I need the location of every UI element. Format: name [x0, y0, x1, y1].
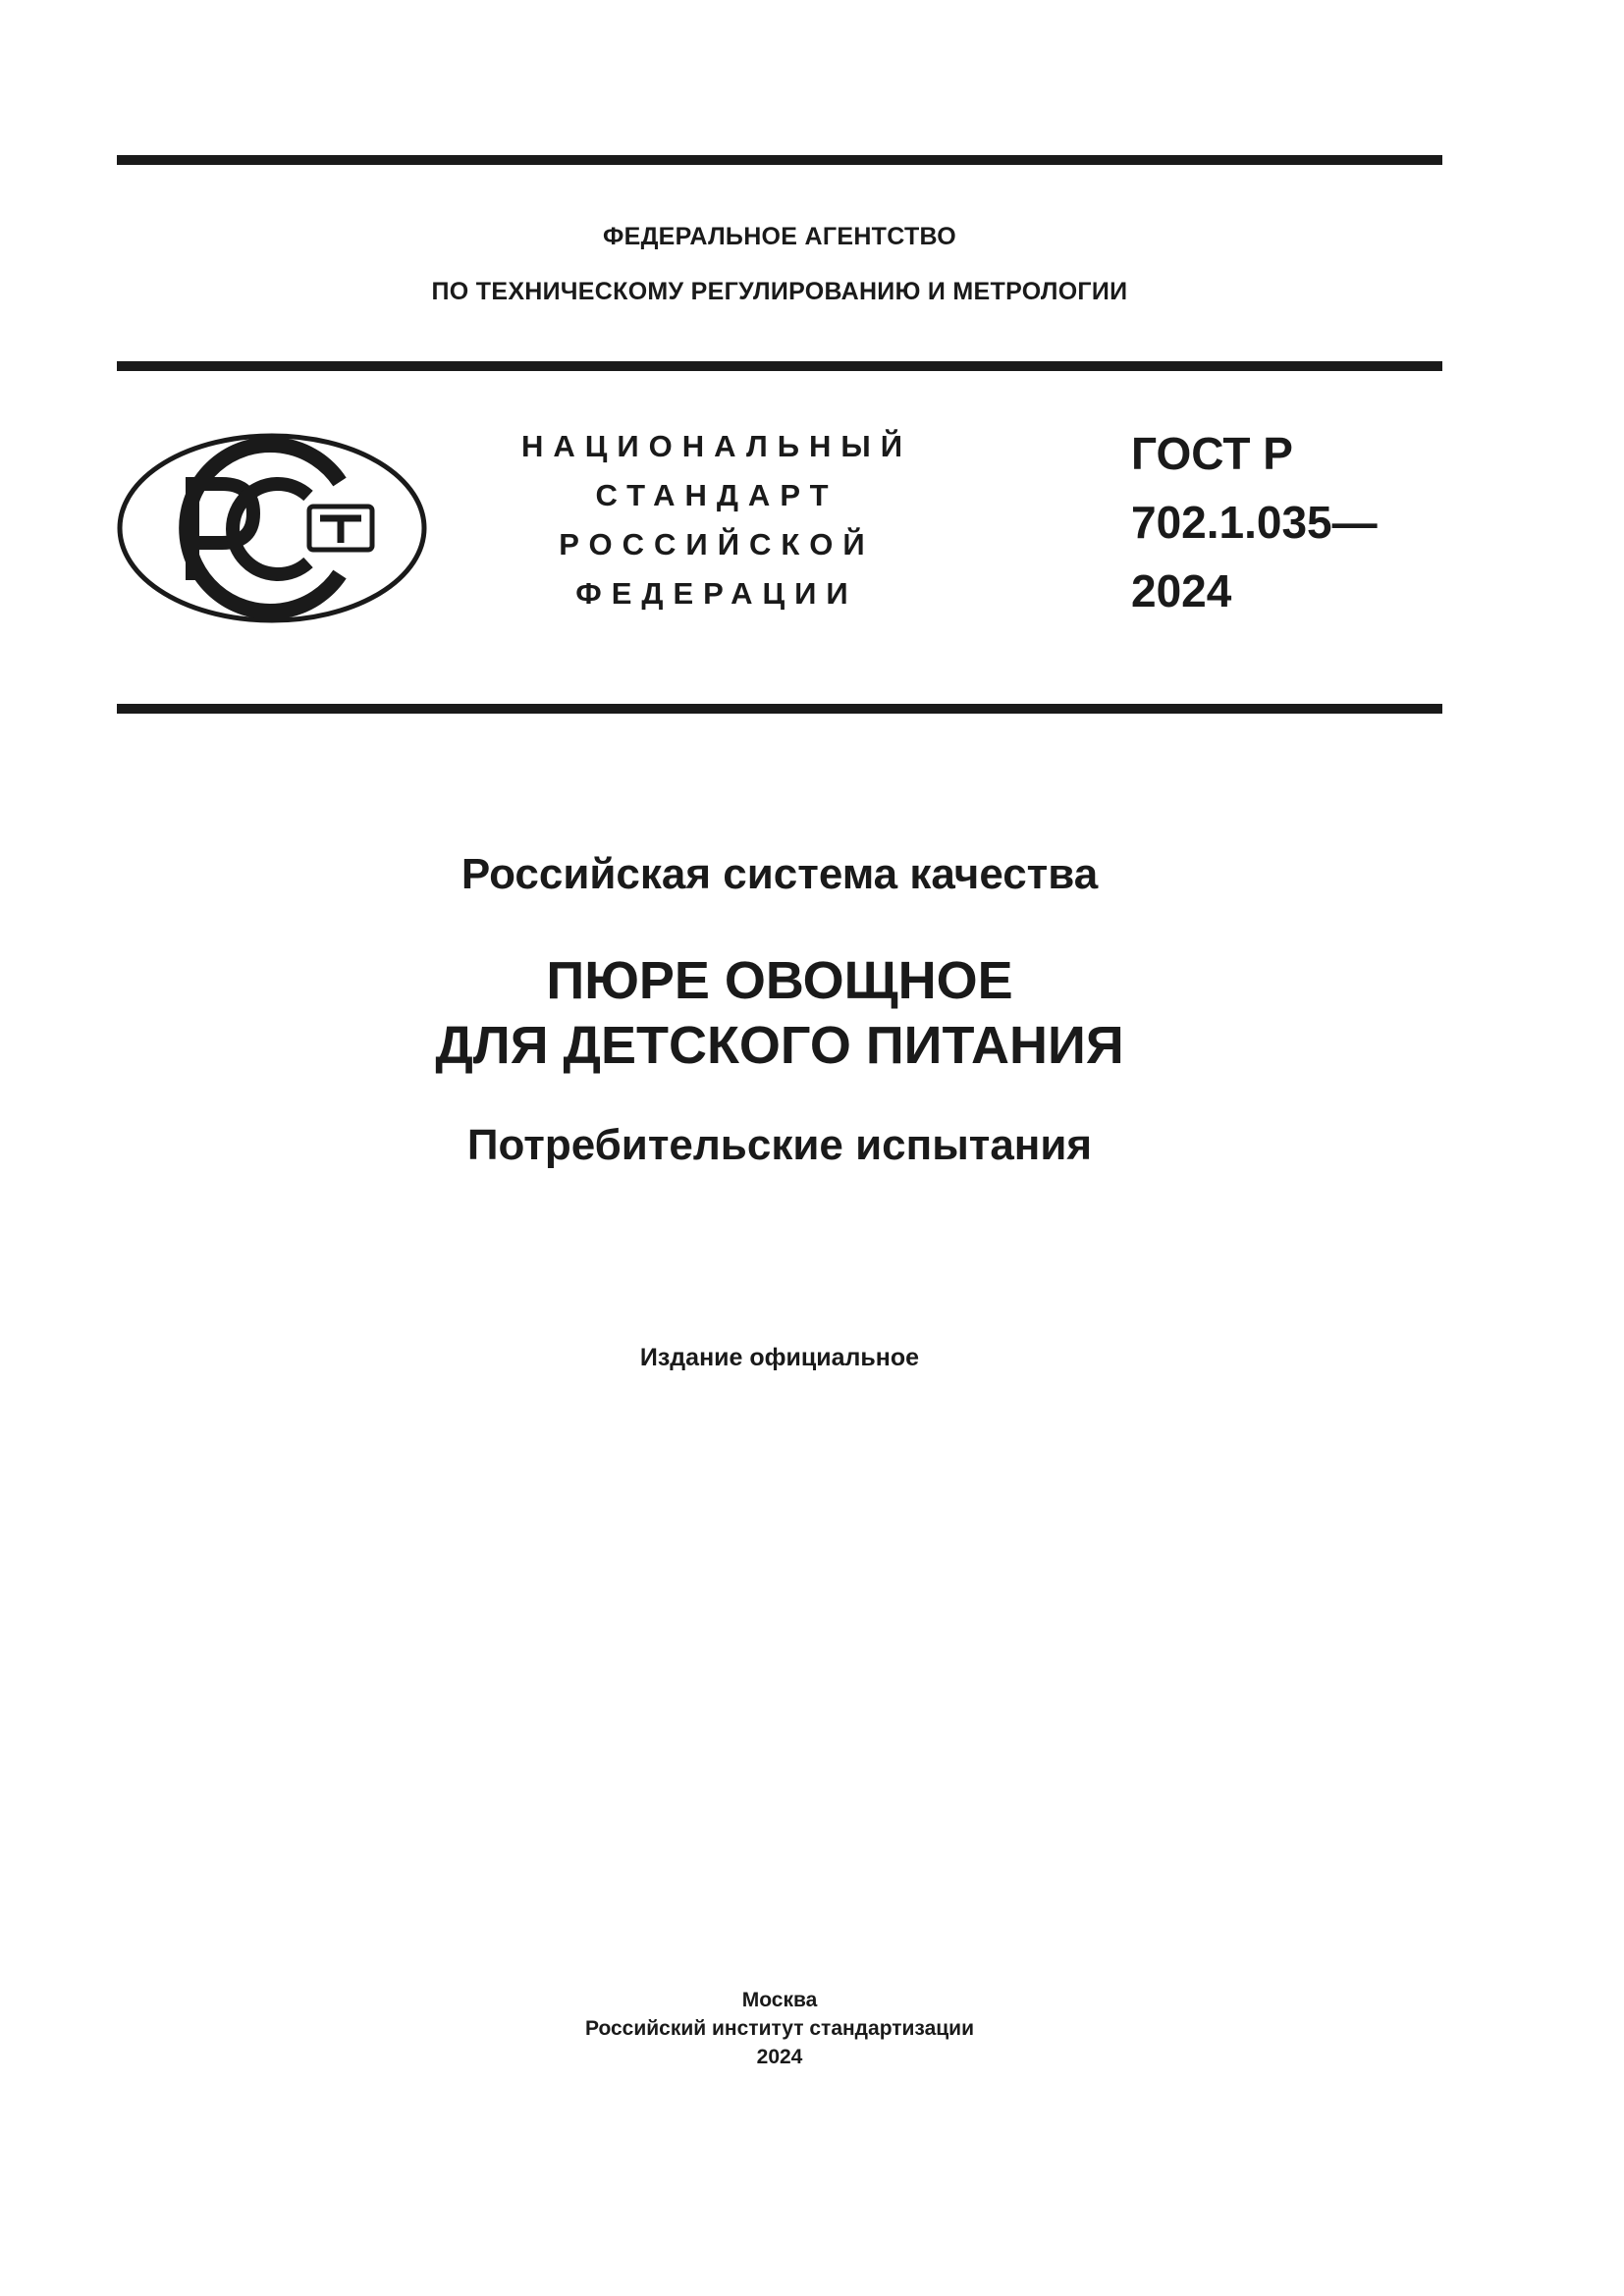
agency-name-line1: ФЕДЕРАЛЬНОЕ АГЕНТСТВО [602, 223, 957, 250]
national-standard-line4: ФЕДЕРАЦИИ [575, 576, 858, 611]
document-subtitle: Потребительские испытания [466, 1121, 1093, 1169]
national-standard-line2: СТАНДАРТ [595, 478, 839, 512]
top-divider [117, 155, 1442, 165]
document-title [117, 948, 1442, 1078]
series-title: Российская система качества [460, 850, 1099, 898]
national-standard-heading [506, 422, 928, 618]
standard-block-divider [117, 704, 1442, 714]
national-standard-line1: НАЦИОНАЛЬНЫЙ [520, 429, 913, 463]
gost-line3: 2024 [1131, 565, 1232, 616]
imprint [117, 1986, 1442, 2071]
edition-note: Издание официальное [639, 1344, 920, 1371]
agency-name-line2: ПО ТЕХНИЧЕСКОМУ РЕГУЛИРОВАНИЮ И МЕТРОЛОГИИ [431, 278, 1128, 305]
imprint-publisher: Российский институт стандартизации [584, 2017, 975, 2040]
rst-certification-mark-icon [116, 431, 430, 627]
document-title-line2: ДЛЯ ДЕТСКОГО ПИТАНИЯ [435, 1016, 1124, 1075]
imprint-city: Москва [741, 1989, 818, 2011]
standard-designation [1131, 419, 1378, 625]
header-divider [117, 361, 1442, 371]
imprint-year: 2024 [756, 2046, 803, 2068]
gost-line2: 702.1.035— [1131, 497, 1378, 548]
gost-line1: ГОСТ Р [1131, 428, 1293, 479]
national-standard-line3: РОССИЙСКОЙ [559, 527, 875, 561]
document-title-line1: ПЮРЕ ОВОЩНОЕ [546, 951, 1013, 1010]
